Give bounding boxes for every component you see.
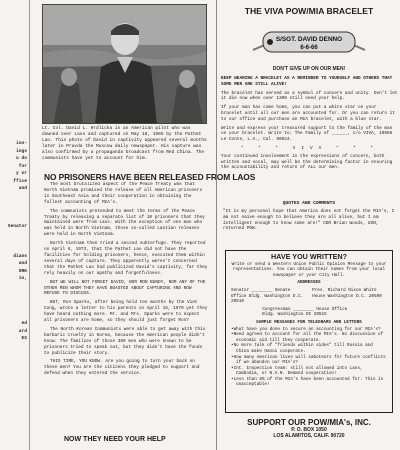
column-fragment-text [0, 238, 27, 246]
column-fragment-text [0, 208, 27, 216]
bracelet-paragraph: Write and express your treasured support to the family of the man on your bracelet. Write to: The Family of ______, c/o VIVA, 10966 Le Conte, L.A., Cal. 90024. [221, 125, 393, 143]
column-fragment-text: ES [21, 336, 27, 341]
column-fragment-text: ffice [13, 178, 27, 184]
bracelet-body [221, 76, 399, 174]
article-paragraph: BUT WE WILL NOT FORGET DAVID, NOR RON BUNDY, NOR ANY OF THE OTHER MEN WHOM THEY HAVE BOASTED ABOUT CAPTURING AND NOW REFUSE TO DISCUSS. [44, 279, 206, 297]
senate-address: Senator ________ Senate Office Bldg. Washington D.C. 20510 [231, 287, 304, 305]
column-fragment-text: ings [15, 148, 27, 154]
article-paragraph: North Vietnam then tried a second subterfuge. They reported on April 6, 1973, that the Pathet Lao did not have the facilities for holding prisoners, hence, executed them within several days of capture. They apparently weren't concerned that the Pathet Lao had publicized David's captivity, far they rely heavily on our apathy and forgetfulness. [44, 241, 208, 276]
column-fragment-text: u do [15, 156, 27, 161]
photo-caption: Lt. Col. David L. Hrdlicka is an American pilot who was downed over Laos and captured on May 18, 1965 by the Pathet Lao. This photo of David in captivity appeared several months later in Pravda the Moscow daily newspaper. His capture was also confirmed by a propaganda broadcast from Red China. The communists have yet to account for him. [42, 126, 207, 161]
house-address: Congressman ________ House Office Bldg. Washington DC 20515 [262, 306, 348, 318]
column-fragment-text: ion- [15, 141, 27, 146]
sample-item: • Int. Inspection team: still not allowed into Laos, Cambodia, or N.V.N. Demand cooperation! [231, 366, 387, 377]
bracelet-paragraph: Your continued involvement in the expressions of concern, both written and vocal, may well be the determining factor in ensuring the accountability and return of ALL our men. [221, 153, 393, 171]
article-headline: NO PRISONERS HAVE BEEN RELEASED FROM LAOS [44, 172, 256, 182]
column-fragment-text: dians [13, 253, 27, 259]
lead-paragraph: KEEP WEARING A BRACELET AS A REMINDER TO YOURSELF AND OTHERS THAT SOME MEN ARE STILL ALIVE! [221, 76, 393, 87]
column-fragment-text [0, 283, 27, 291]
column-fragment-text: y or [15, 171, 27, 176]
column-fragment-text: for [18, 163, 27, 169]
bracelet-paragraph: If your man has come home, you can put a white star on your bracelet until all our men are accounted for. Or you can return it to our office and purchase an MIA bracelet, with a blue star. [221, 105, 395, 122]
column-fragment-text [0, 298, 27, 306]
write-box [225, 250, 393, 413]
sample-item: • How many American lives will saboteurs for future conflicts if we abandon our MIA's? [231, 355, 387, 366]
column-fragment-text [0, 305, 27, 313]
sample-item: • Less than 8% of the MIA's have been accounted for. This is unacceptable! [231, 377, 387, 388]
sample-item: • No more talk of "friends within sides" till Russia and China make Hanoi cooperate. [231, 343, 387, 354]
column-fragment-text [0, 290, 27, 298]
bracelet-title: THE VIVA POW/MIA BRACELET [244, 6, 374, 16]
column-fragment-text: and [18, 186, 27, 191]
org-city: LOS ALAMITOS, CALIF. 90720 [273, 433, 345, 439]
sample-item: • What have you done to secure an accounting for our MIA's? [231, 327, 387, 333]
po-box: P. O. BOX 1050 [291, 427, 327, 433]
quotes-heading: QUOTES AND COMMENTS [282, 201, 336, 206]
sample-heading: SAMPLE MESSAGES FOR TELEGRAMS AND LETTERS [256, 319, 362, 325]
bracelet-illustration [249, 20, 369, 62]
article-paragraph: The most brutalized aspect of the Peace Treaty was that North Vietnam promised the release of all American prisoners in Southeast Asia and their cooperation in obtaining the fullest accounting of MIA's. [44, 182, 203, 205]
column-fragment-text [0, 313, 27, 321]
column-fragment-text: Senator [7, 223, 27, 229]
column-fragment-text: and [18, 261, 27, 266]
right-column [216, 0, 400, 450]
column-fragment-text [0, 215, 27, 223]
tagline: DON'T GIVE UP ON OUR MEN! [272, 66, 346, 72]
article-paragraph: The communists pretended to meet the terms of the Peace Treaty by releasing a separate list of 10 prisoners that they maintained were from Laos. With the exception of one man who was held in North Vietnam, those so-called Laotian releases were held in North Vietnam. [44, 208, 205, 238]
bracelet-engraving-date: 6-6-66 [300, 45, 318, 51]
write-box-intro: Write or send a Western Union Public Opinion Message to your representatives. You can obtain their names from your local newspaper or your City Hall. [231, 261, 387, 278]
prisoner-photo [42, 4, 207, 124]
column-fragment-text [0, 200, 27, 208]
bracelet-paragraph: The bracelet has served as a symbol of concern and unity. Don't let it die now when over 1300 still need your help. [221, 90, 398, 102]
quote-text: "It is my personal hope that America does not forget the MIA's, I am not naive enough to believe they are all alive, but I am intelligent enough to know some are!" CDR Brian Woods, USN, returned POW. [223, 209, 395, 232]
adjacent-column-fragment [0, 0, 30, 450]
column-fragment-text [0, 193, 27, 201]
write-box-heading: HAVE YOU WRITTEN? [270, 252, 347, 261]
column-fragment-text: ed [21, 321, 27, 326]
column-fragment-text: ard [18, 328, 27, 334]
article-body [44, 182, 209, 432]
column-fragment-text [0, 230, 27, 238]
support-footer [217, 418, 400, 439]
stars-divider: * * * VIVA * * * [240, 145, 380, 151]
middle-column [36, 0, 256, 450]
column-fragment-text [0, 245, 27, 253]
help-subhead: NOW THEY NEED YOUR HELP [64, 436, 166, 443]
article-paragraph: THIS TIME, YOU KNOW. Are you going to turn your back on these men? You are the citizens they pledged to support and defend when they entered the service. [44, 359, 200, 377]
column-fragment-text: in, [18, 276, 27, 281]
white-house-address: Pres. Richard Nixon White House Washington D.C. 20500 [312, 287, 382, 299]
column-fragment-text: ORK [18, 268, 27, 274]
sample-item: • Need agreed to account for all the MIA's. No discussion of economic aid till they cooperate. [231, 332, 387, 343]
bracelet-engraving-name: S/SGT. DAVID DENNO [275, 36, 343, 43]
article-paragraph: BUT, Ron Sparks, after being held ten months by the Viet Cong, wrote a letter to his parents on April 15, 1970 yet they have heard nothing more. Mr. and Mrs. Sparks were to expect all prisoners are home, so they should just forget Ron? [44, 300, 208, 324]
org-name: SUPPORT OUR POW/MIA's, INC. [247, 418, 371, 427]
article-paragraph: The North Korean Communists were able to get away with this barbaric cruelty in Korea, because the American people didn't know. The families of those 389 men who were known to be prisoners tried to speak out, but they didn't have the funds to publicize their story. [44, 326, 206, 356]
addresses-label: ADDRESSES [297, 280, 321, 286]
sample-list [231, 327, 387, 389]
